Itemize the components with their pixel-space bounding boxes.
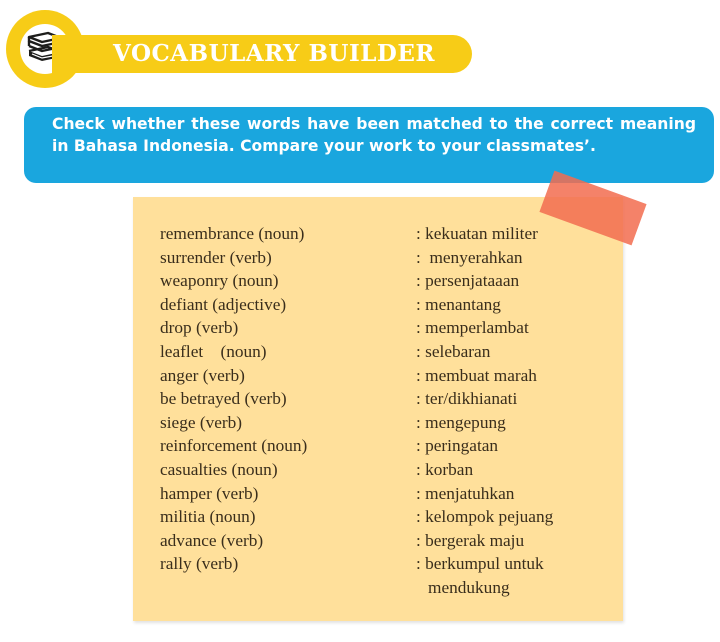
vocab-word: siege (verb) <box>160 412 243 432</box>
vocab-word: rally (verb) <box>160 554 239 574</box>
vocab-word: militia (noun) <box>160 507 256 527</box>
vocab-meaning: : menjatuhkan <box>416 483 515 503</box>
vocab-word: weaponry (noun) <box>160 271 279 291</box>
vocab-word: hamper (verb) <box>160 483 259 503</box>
section-title: VOCABULARY BUILDER <box>113 40 435 67</box>
vocab-meaning: : membuat marah <box>416 365 537 385</box>
vocab-row <box>160 529 610 553</box>
vocabulary-list <box>160 222 610 597</box>
vocab-row <box>160 364 610 388</box>
vocab-meaning-continuation: mendukung <box>428 577 510 597</box>
vocab-row <box>160 246 610 270</box>
vocab-meaning: : persenjataaan <box>416 271 520 291</box>
vocab-meaning: : mengepung <box>416 412 506 432</box>
vocab-word: remembrance (noun) <box>160 224 305 243</box>
vocab-meaning: : bergerak maju <box>416 530 525 550</box>
instruction-box <box>24 107 714 183</box>
vocab-meaning: : memperlambat <box>416 318 529 338</box>
vocab-word: surrender (verb) <box>160 247 272 267</box>
vocab-word: be betrayed (verb) <box>160 389 287 409</box>
vocab-word: anger (verb) <box>160 365 245 385</box>
vocab-word: defiant (adjective) <box>160 294 287 314</box>
vocab-row <box>160 411 610 435</box>
vocab-row <box>160 293 610 317</box>
vocab-row <box>160 387 610 411</box>
vocab-word: leaflet (noun) <box>160 341 267 361</box>
vocab-row <box>160 222 610 246</box>
vocab-meaning: : kekuatan militer <box>416 224 538 243</box>
vocab-meaning: : korban <box>416 459 474 479</box>
vocab-row <box>160 552 610 597</box>
vocab-meaning: : ter/dikhianati <box>416 389 518 409</box>
vocab-meaning: : berkumpul untuk <box>416 554 544 574</box>
vocab-meaning: : menyerahkan <box>416 247 523 267</box>
vocab-word: reinforcement (noun) <box>160 436 308 456</box>
vocab-row <box>160 482 610 506</box>
vocab-row <box>160 340 610 364</box>
vocab-row <box>160 505 610 529</box>
vocab-row <box>160 434 610 458</box>
vocab-row <box>160 458 610 482</box>
vocab-word: advance (verb) <box>160 530 264 550</box>
vocab-word: drop (verb) <box>160 318 239 338</box>
vocab-word: casualties (noun) <box>160 459 278 479</box>
vocab-meaning: : menantang <box>416 294 501 314</box>
vocab-row <box>160 269 610 293</box>
vocab-meaning: : peringatan <box>416 436 499 456</box>
instruction-text: Check whether these words have been matched to the correct meaning in Bahasa Indonesia. Compare your work to your classmates’. <box>52 115 696 155</box>
vocab-meaning: : kelompok pejuang <box>416 507 554 527</box>
vocab-row <box>160 316 610 340</box>
vocab-meaning: : selebaran <box>416 341 491 361</box>
